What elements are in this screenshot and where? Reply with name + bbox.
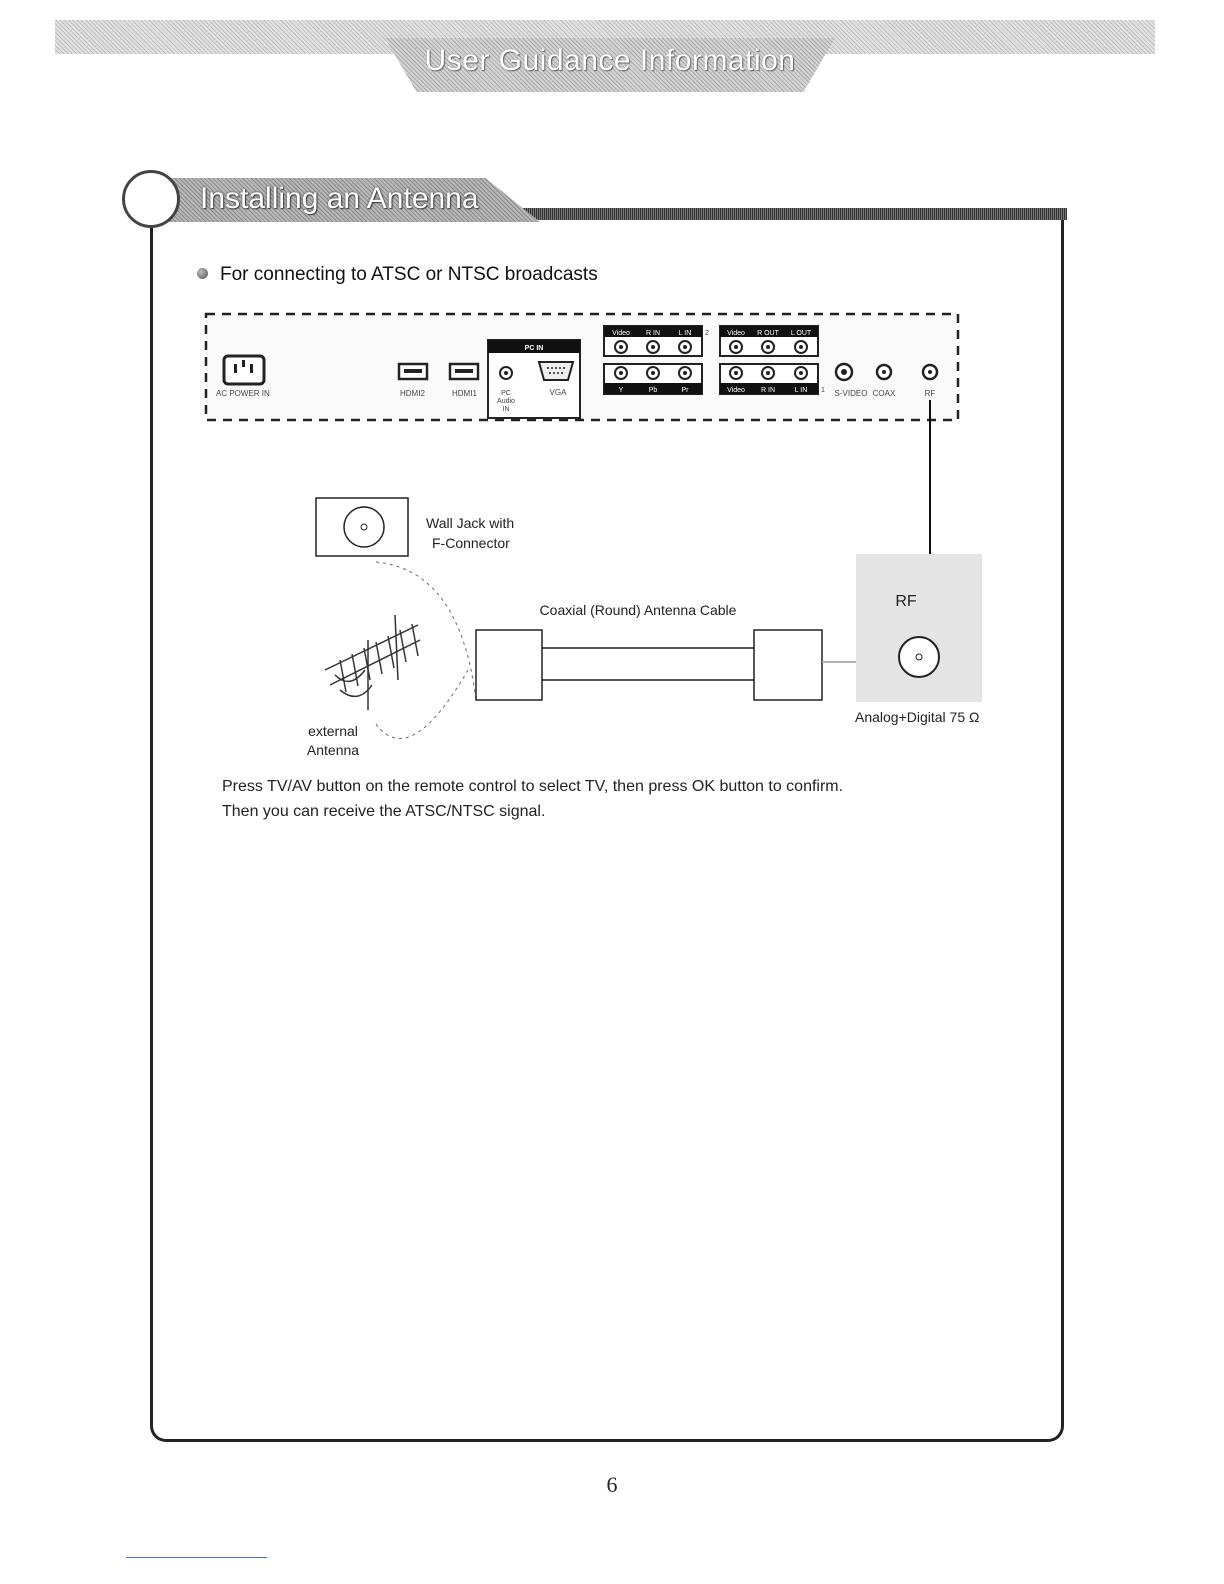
hdmi2-port-icon [399,364,427,379]
component-pr-label: Pr [681,387,689,394]
av2-rca-jacks-icon [615,341,691,353]
coax-cable-icon [476,630,880,700]
ac-power-socket-icon [224,356,264,384]
av2-rin-label: R IN [646,330,660,337]
section-circle-icon [122,170,180,228]
av1-rin-label: R IN [761,387,775,394]
bullet-text: For connecting to ATSC or NTSC broadcasts [220,264,598,285]
wall-jack-label-2: F-Connector [432,535,510,551]
vga-port-icon [539,362,573,380]
av-out-rout-label: R OUT [757,330,779,337]
bullet-icon [197,268,208,279]
rf-jack-icon [923,365,937,379]
rf-zoom-label: RF [895,593,917,610]
av-out-video-label: Video [727,330,745,337]
hdmi2-label: HDMI2 [400,389,425,398]
antenna-connection-diagram [190,300,1010,770]
antenna-label-1: external [308,723,358,739]
av-out-lout-label: L OUT [790,330,812,337]
pc-audio-label-3: IN [502,406,510,413]
rf-connector-icon [899,637,939,677]
hdmi1-port-icon [450,364,478,379]
instruction-line-1: Press TV/AV button on the remote control to select TV, then press OK button to confirm. [222,778,844,795]
hdmi1-label: HDMI1 [452,389,477,398]
pc-audio-label-2: Audio [497,398,515,405]
pc-audio-jack-icon [500,367,512,379]
component-y-label: Y [618,387,624,394]
wall-jack-label-1: Wall Jack with [426,515,515,531]
ac-power-label: AC POWER IN [216,389,270,398]
pc-audio-label-1: PC [501,390,511,397]
page-number: 6 [606,1472,618,1497]
av1-lin-label: L IN [794,387,808,394]
footer-rule [126,1557,267,1558]
rf-spec-label: Analog+Digital 75 Ω [855,709,980,725]
av1-video-label: Video [727,387,745,394]
av1-number: 1 [821,387,825,394]
svideo-label: S-VIDEO [834,389,868,398]
rf-label: RF [924,389,936,398]
component-pb-label: Pb [648,387,658,394]
antenna-dashed-link [376,670,468,738]
coax-jack-icon [877,365,891,379]
av2-video-label: Video [612,330,630,337]
antenna-label-2: Antenna [306,742,360,758]
instruction-line-2: Then you can receive the ATSC/NTSC signal. [222,803,546,820]
coax-cable-label: Coaxial (Round) Antenna Cable [539,602,737,618]
pc-in-label: PC IN [524,345,544,352]
av1-rca-jacks-icon [730,367,807,379]
av2-number: 2 [705,330,709,337]
svideo-jack-icon [836,364,852,380]
rf-zoom-panel [856,554,982,702]
av2-lin-label: L IN [678,330,692,337]
section-title: Installing an Antenna [200,182,479,215]
vga-label: VGA [549,388,567,397]
page-header-title: User Guidance Information [424,44,796,77]
component-rca-jacks-icon [615,367,691,379]
av-out-rca-jacks-icon [730,341,807,353]
coax-label: COAX [872,389,896,398]
antenna-icon [325,615,420,710]
wall-jack-dashed-link [376,562,476,700]
